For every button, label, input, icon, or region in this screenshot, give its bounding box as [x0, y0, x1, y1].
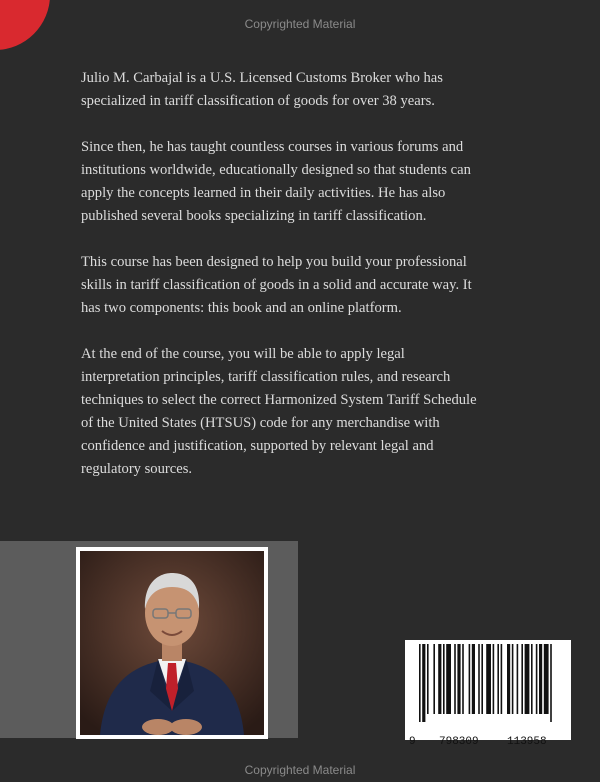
barcode-bar — [446, 644, 451, 714]
watermark-bottom: Copyrighted Material — [244, 763, 356, 777]
barcode-bar — [536, 644, 538, 714]
barcode-bar — [443, 644, 445, 714]
barcode-prefix-digit: 9 — [409, 736, 416, 748]
author-bio — [81, 67, 486, 504]
barcode-bar — [454, 644, 456, 714]
barcode-bar — [427, 644, 429, 714]
barcode-bar — [501, 644, 503, 714]
barcode-bar — [457, 644, 460, 714]
barcode-bar — [486, 644, 491, 714]
barcode-group-2: 113958 — [507, 736, 547, 748]
barcode-bar — [462, 644, 464, 714]
barcode-bar — [469, 644, 471, 714]
barcode-group-1: 798309 — [439, 736, 479, 748]
barcode-bar — [512, 644, 514, 714]
bio-paragraph: Julio M. Carbajal is a U.S. Licensed Customs Broker who has specialized in tariff classification of goods for over 38 years. — [81, 70, 443, 109]
barcode-bar — [544, 644, 549, 714]
barcode-bar — [539, 644, 542, 714]
barcode-bar — [493, 644, 495, 714]
author-photo — [76, 547, 268, 739]
barcode-bar — [531, 644, 533, 714]
bio-paragraph: Since then, he has taught countless courses in various forums and institutions worldwide, educationally designed so that students can apply the concepts learned in their daily activities. He has also published several books specializing in tariff classification. — [81, 139, 471, 224]
barcode-bar — [472, 644, 475, 714]
barcode-bar — [507, 644, 510, 714]
barcode-bar — [521, 644, 523, 714]
barcode-bars — [405, 640, 571, 724]
barcode-bar — [550, 644, 552, 722]
barcode-bar — [517, 644, 519, 714]
barcode-bar — [433, 644, 435, 714]
barcode-bar — [481, 644, 483, 714]
watermark-top: Copyrighted Material — [244, 17, 356, 31]
barcode-bar — [478, 644, 480, 714]
barcode-bar — [497, 644, 499, 714]
bio-paragraph: This course has been designed to help you build your professional skills in tariff classification of goods in a solid and accurate way. It has two components: this book and an online platform. — [81, 254, 472, 316]
isbn-barcode — [405, 640, 571, 748]
author-portrait-image — [80, 551, 264, 735]
barcode-bar — [438, 644, 441, 714]
barcode-bar — [422, 644, 425, 722]
bio-paragraph: At the end of the course, you will be able to apply legal interpretation principles, tariff classification rules, and research techniques to select the correct Harmonized System Tariff Schedule of the United States (HTSUS) code for any merchandise with confidence and justification, supported by relevant legal and regulatory sources. — [81, 346, 477, 477]
barcode-bar — [525, 644, 530, 714]
barcode-bar — [419, 644, 421, 722]
